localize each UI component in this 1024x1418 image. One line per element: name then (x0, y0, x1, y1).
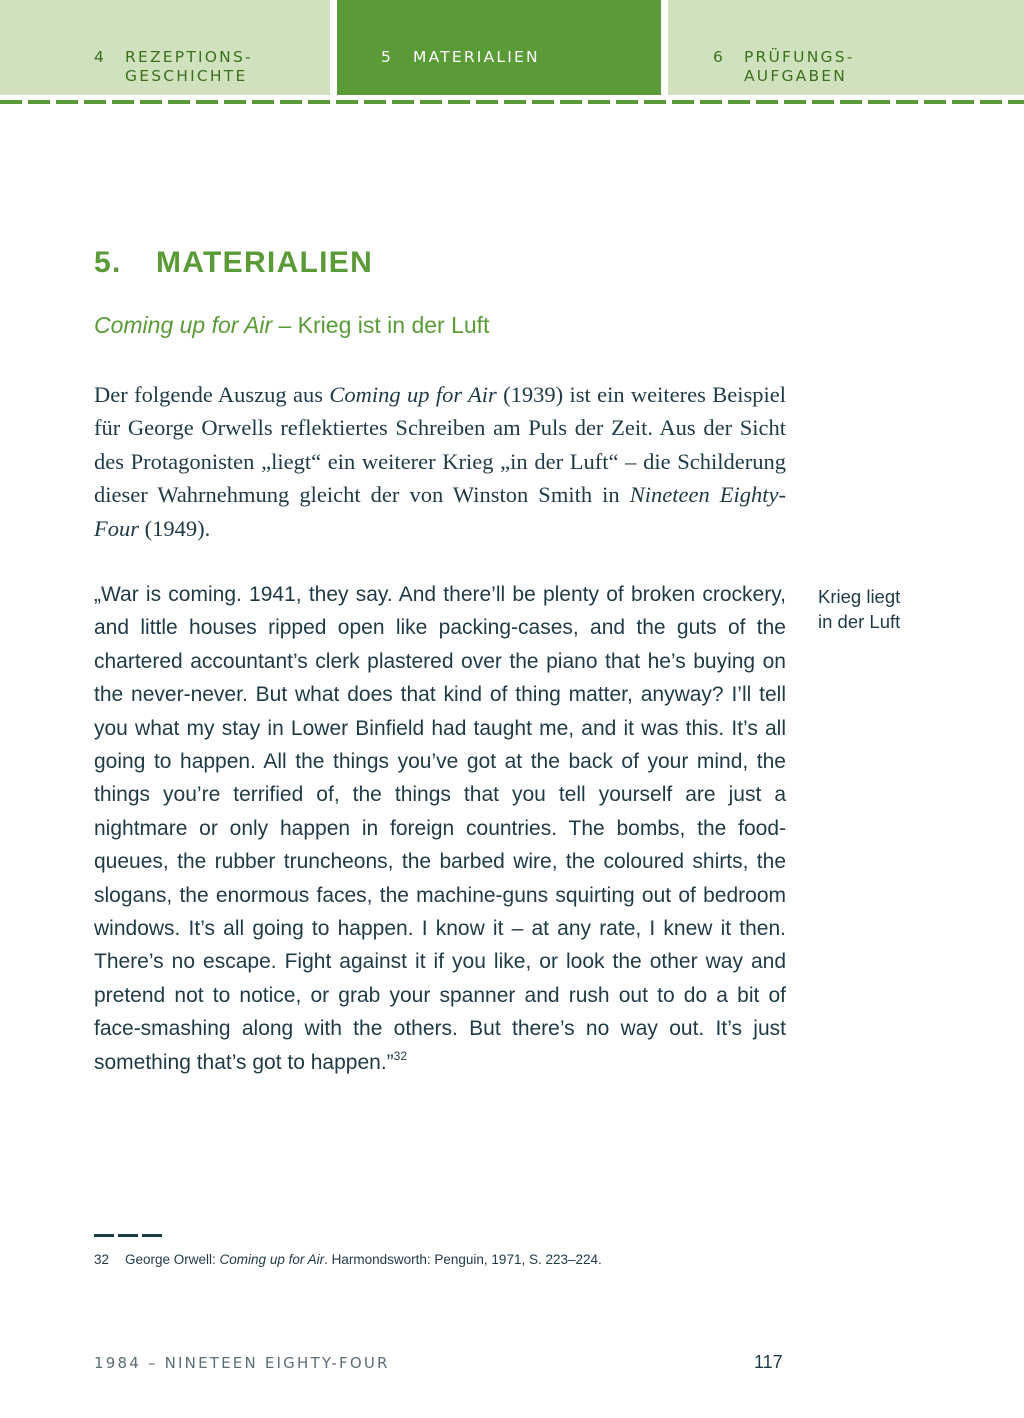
book-title: Nineteen Eighty-Four (94, 482, 786, 541)
chapter-title (94, 246, 373, 280)
tab-label: REZEPTIONS- GESCHICHTE (125, 48, 253, 85)
footnote-book-title: Coming up for Air (219, 1252, 325, 1267)
section-subtitle (94, 312, 489, 339)
book-title: Coming up for Air (329, 382, 497, 407)
page-number: 117 (754, 1352, 783, 1372)
tab-rezeptionsgeschichte[interactable] (0, 0, 330, 95)
footer-book-title: 1984 – NINETEEN EIGHTY-FOUR (94, 1354, 390, 1372)
chapter-number: 5. (94, 246, 122, 279)
footnote-divider (94, 1234, 162, 1237)
tab-pruefungsaufgaben[interactable] (668, 0, 1024, 95)
margin-note: Krieg liegt in der Luft (818, 586, 901, 632)
footnote: 32 George Orwell: Coming up for Air. Harmondsworth: Penguin, 1971, S. 223–224. (94, 1252, 602, 1267)
tab-materialien[interactable] (337, 0, 661, 95)
subtitle-book-title: Coming up for Air (94, 312, 273, 338)
header-dashed-divider (0, 100, 1024, 104)
tab-number: 4 (94, 48, 107, 66)
footnote-number: 32 (94, 1252, 110, 1267)
footnote-reference[interactable]: 32 (393, 1048, 408, 1063)
quote-text: „War is coming. 1941, they say. And there’ll be plenty of broken crockery, and little houses ripped open like packing-cases, and the guts of the chartered accountant’s clerk plastered over the piano that he’s buying on the never-never. But what does that kind of thing matter, anyway? I’ll tell you what my stay in Lower Binfield had taught me, and it was this. It’s all going to happen. All the things you’ve got at the back of your mind, the things you’re terrified of, the things that you tell yourself are just a nightmare or only happen in foreign countries. The bombs, the food-queues, the rubber truncheons, the barbed wire, the coloured shirts, the slogans, the enormous faces, the machine-guns squirting out of bedroom windows. It’s all going to happen. I know it – at any rate, I knew it then. There’s no escape. Fight against it if you like, or look the other way and pretend not to notice, or grab your spanner and rush out to do a bit of face-smashing along with the others. But there’s no way out. It’s just something that’s got to happen.” (94, 583, 786, 1074)
tab-label: MATERIALIEN (413, 48, 540, 66)
quote-paragraph (94, 578, 786, 1079)
chapter-title-text: MATERIALIEN (156, 246, 374, 279)
tab-label: PRÜFUNGS- AUFGABEN (744, 48, 855, 85)
intro-paragraph: Der folgende Auszug aus Coming up for Air (1939) ist ein weiteres Beispiel für George Orwells reflektiertes Schreiben am Puls der Zeit. Aus der Sicht des Protagonisten „liegt“ ein weiterer Krieg „in der Luft“ – die Schilderung dieser Wahrnehmung gleicht der von Winston Smith in Nineteen Eighty-Four (1949). (94, 382, 786, 541)
tab-number: 5 (381, 48, 394, 66)
subtitle-rest: – Krieg ist in der Luft (272, 312, 490, 338)
tab-number: 6 (713, 48, 726, 66)
